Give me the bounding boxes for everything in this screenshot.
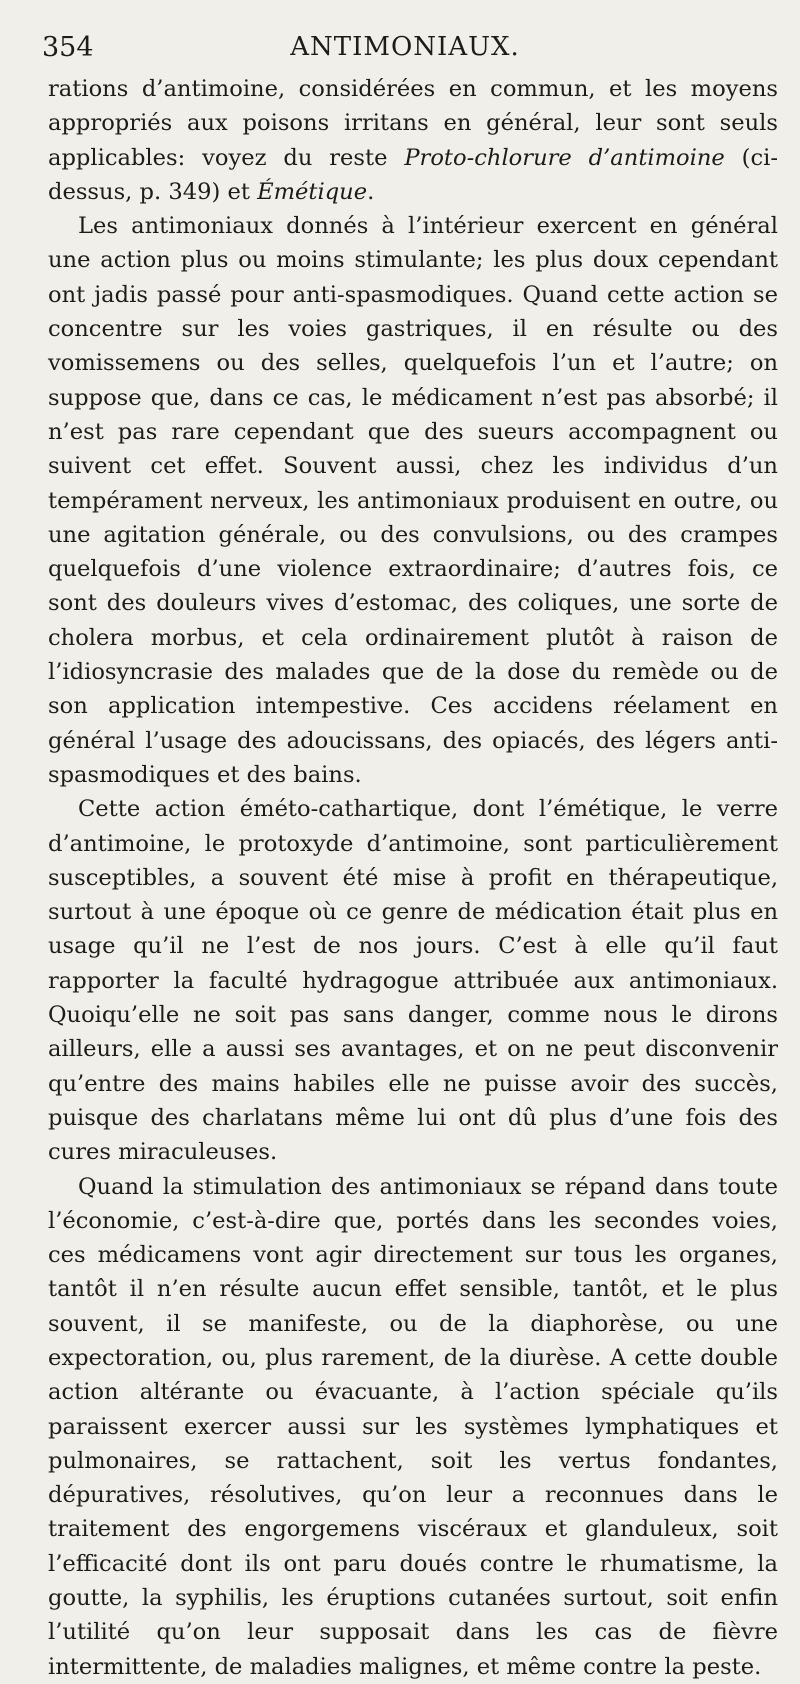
- page-header: [40, 28, 770, 68]
- paragraph-text: rations d’antimoine, considérées en commun, et les moyens appropriés aux poisons irritans en général, leur sont seuls applicables: voyez du reste: [48, 76, 778, 171]
- paragraph-text: (ci-dessus, p. 349) et: [48, 144, 779, 205]
- paragraph-text: .: [367, 178, 375, 205]
- running-title: ANTIMONIAUX.: [290, 32, 520, 62]
- italic-reference: Émétique: [257, 178, 368, 205]
- paragraph: [48, 209, 778, 792]
- paragraph: [48, 1170, 778, 1684]
- paragraph-text: Quand la stimulation des antimoniaux se répand dans toute l’économie, c’est-à-dire que, portés dans les secondes voies, ces médicamens vont agir directement sur tous les organes, tantôt il n’en résulte aucun effet sensible, tantôt, et le plus souvent, il se manifeste, ou de la diaphorèse, ou une expectoration, ou, plus rarement, de la diurèse. A cette double action altérante ou évacuante, à l’action spéciale qu’ils paraissent exercer aussi sur les systèmes lymphatiques et pulmonaires, se rattachent, soit les vertus fondantes, dépuratives, résolutives, qu’on leur a reconnues dans le traitement des engorgemens viscéraux et glanduleux, soit l’efficacité dont ils ont paru doués contre le rhumatisme, la goutte, la syphilis, les éruptions cutanées surtout, soit enfin l’utilité qu’on leur supposait dans les cas de fièvre intermittente, de maladies malignes, et même contre la peste.: [48, 1173, 778, 1680]
- page-number: 354: [42, 32, 94, 63]
- paragraph-text: Les antimoniaux donnés à l’intérieur exercent en général une action plus ou moins stimulante; les plus doux cependant ont jadis passé pour anti-spasmodiques. Quand cette action se concentre sur les voies gastriques, il en résulte ou des vomissemens ou des selles, quelquefois l’un et l’autre; on suppose que, dans ce cas, le médicament n’est pas absorbé; il n’est pas rare cependant que des sueurs accompagnent ou suivent cet effet. Souvent aussi, chez les individus d’un tempérament nerveux, les antimoniaux produisent en outre, ou une agitation générale, ou des convulsions, ou des crampes quelquefois d’une violence extraordinaire; d’autres fois, ce sont des douleurs vives d’estomac, des coliques, une sorte de cholera morbus, et cela ordinairement plutôt à raison de l’idiosyncrasie des malades que de la dose du remède ou de son application intempestive. Ces accidens réelament en général l’usage des adoucissans, des opiacés, des légers anti-spasmodiques et des bains.: [48, 213, 778, 788]
- italic-reference: Proto-chlorure d’antimoine: [404, 144, 725, 171]
- body-text: [48, 72, 778, 1684]
- paragraph: [48, 72, 778, 209]
- paragraph-text: Cette action éméto-cathartique, dont l’émétique, le verre d’antimoine, le protoxyde d’antimoine, sont particulièrement susceptibles, a souvent été mise à profit en thérapeutique, surtout à une époque où ce genre de médication était plus en usage qu’il ne l’est de nos jours. C’est à elle qu’il faut rapporter la faculté hydragogue attribuée aux antimoniaux. Quoiqu’elle ne soit pas sans danger, comme nous le dirons ailleurs, elle a aussi ses avantages, et on ne peut disconvenir qu’entre des mains habiles elle ne puisse avoir des succès, puisque des charlatans même lui ont dû plus d’une fois des cures miraculeuses.: [48, 796, 778, 1166]
- paragraph: [48, 792, 778, 1169]
